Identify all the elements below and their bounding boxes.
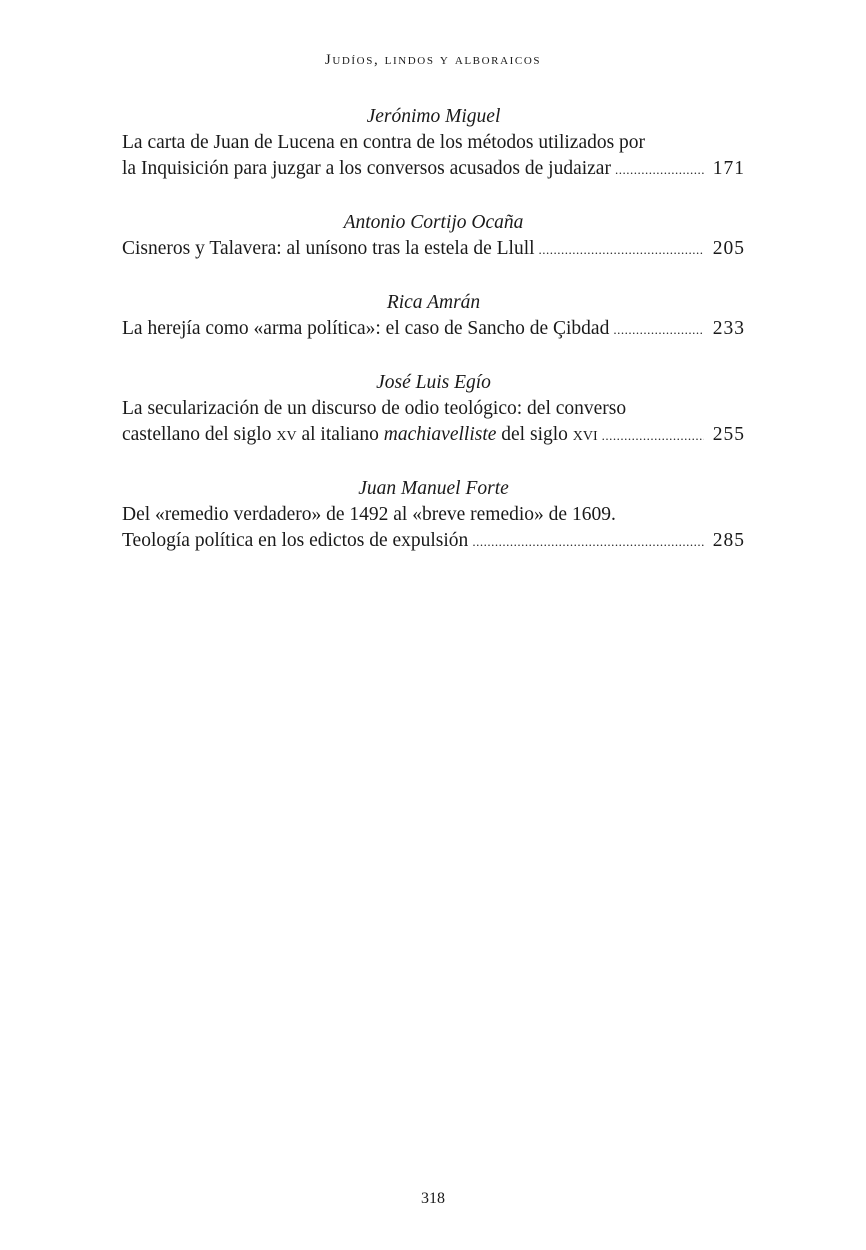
entry-title-text (122, 422, 598, 448)
dot-leader (472, 529, 704, 555)
table-of-contents (122, 104, 745, 582)
entry-title-last-line (122, 422, 745, 449)
century-numeral: xv (276, 424, 297, 445)
dot-leader (615, 157, 704, 183)
entry-title-text: Teología política en los edictos de expulsión (122, 530, 469, 551)
entry-title-text: La herejía como «arma política»: el caso de Sancho de Çibdad (122, 318, 610, 339)
toc-entry (122, 476, 745, 555)
entry-author: Jerónimo Miguel (366, 106, 501, 127)
entry-title-line: Del «remedio verdadero» de 1492 al «breve remedio» de 1609. (122, 504, 616, 525)
italic-term: machiavelliste (383, 424, 497, 445)
title-fragment: castellano del siglo (122, 424, 277, 445)
entry-title-last-line (122, 528, 745, 555)
entry-author: Rica Amrán (386, 292, 481, 313)
century-numeral: xvi (572, 424, 598, 445)
entry-title-last-line (122, 316, 745, 343)
entry-author: José Luis Egío (376, 372, 491, 393)
page-number: 318 (421, 1190, 445, 1207)
entry-title-text: Cisneros y Talavera: al unísono tras la estela de Llull (122, 238, 535, 259)
toc-entry (122, 370, 745, 449)
entry-page-number: 233 (712, 318, 745, 339)
entry-author: Juan Manuel Forte (358, 478, 509, 499)
running-head: Judíos, lindos y alboraicos (324, 52, 542, 68)
title-fragment: al italiano (296, 424, 384, 445)
toc-entry (122, 210, 745, 263)
entry-page-number: 205 (712, 238, 745, 259)
entry-author: Antonio Cortijo Ocaña (343, 212, 524, 233)
entry-page-number: 285 (712, 530, 745, 551)
entry-title-line: La carta de Juan de Lucena en contra de los métodos utilizados por (122, 132, 646, 153)
entry-page-number: 255 (712, 424, 745, 445)
entry-title-line: La secularización de un discurso de odio teológico: del converso (122, 398, 627, 419)
entry-title-text: la Inquisición para juzgar a los conversos acusados de judaizar (122, 158, 611, 179)
dot-leader (539, 237, 704, 263)
entry-page-number: 171 (712, 158, 745, 179)
dot-leader (613, 317, 704, 343)
toc-entry (122, 104, 745, 183)
entry-title-last-line (122, 156, 745, 183)
title-fragment: del siglo (496, 424, 573, 445)
toc-entry (122, 290, 745, 343)
entry-title-last-line (122, 236, 745, 263)
dot-leader (602, 423, 704, 449)
